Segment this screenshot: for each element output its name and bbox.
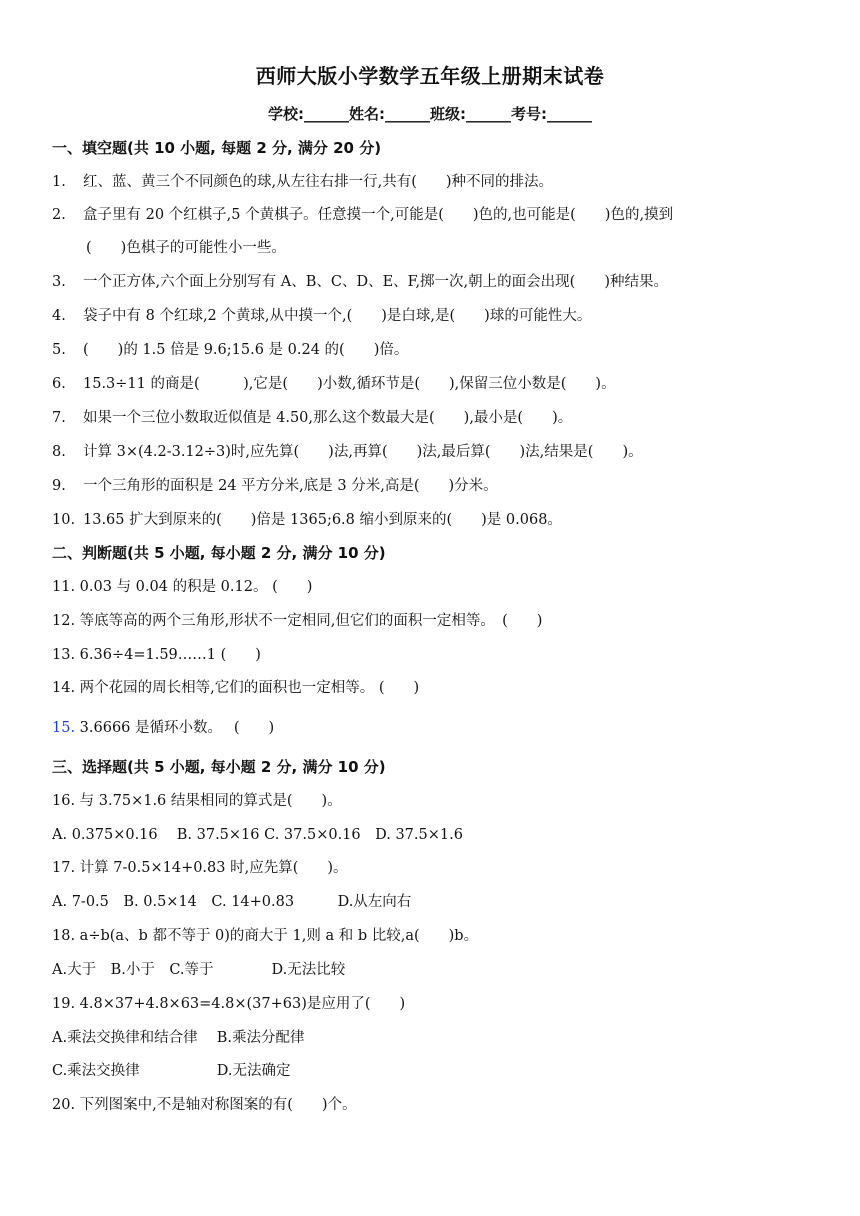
section1-heading: 一、填空题(共 10 小题, 每题 2 分, 满分 20 分) bbox=[52, 139, 382, 157]
question-text: 计算 3×(4.2-3.12÷3)时,应先算( )法,再算( )法,最后算( )法,结果是( )。 bbox=[83, 444, 643, 460]
question-text: 一个三角形的面积是 24 平方分米,底是 3 分米,高是( )分米。 bbox=[83, 478, 498, 494]
question-text: 15.3÷11 的商是( ),它是( )小数,循环节是( ),保留三位小数是( )。 bbox=[83, 376, 616, 392]
question-text: 红、蓝、黄三个不同颜色的球,从左往右排一行,共有( )种不同的排法。 bbox=[83, 174, 554, 190]
question-number: 2. bbox=[52, 207, 66, 223]
question-19-options-ab: A.乘法交换律和结合律 B.乘法分配律 bbox=[52, 1030, 305, 1046]
question-number: 5. bbox=[52, 342, 66, 358]
question-20: 20. 下列图案中,不是轴对称图案的有( )个。 bbox=[52, 1097, 357, 1113]
question-number: 8. bbox=[52, 444, 66, 460]
student-info-line: 学校:______姓名:______班级:______考号:______ bbox=[268, 105, 592, 123]
question-6 bbox=[52, 374, 616, 394]
section3-heading: 三、选择题(共 5 小题, 每小题 2 分, 满分 10 分) bbox=[52, 758, 386, 776]
question-number: 3. bbox=[52, 274, 66, 290]
question-19-options-cd: C.乘法交换律 D.无法确定 bbox=[52, 1063, 291, 1079]
question-5 bbox=[52, 340, 408, 360]
question-4 bbox=[52, 306, 591, 326]
question-16-options: A. 0.375×0.16 B. 37.5×16 C. 37.5×0.16 D. 37.5×1.6 bbox=[52, 827, 463, 843]
question-8 bbox=[52, 442, 643, 462]
question-10 bbox=[52, 510, 562, 530]
question-text: 3.6666 是循环小数。 ( ) bbox=[75, 720, 275, 736]
question-11: 11. 0.03 与 0.04 的积是 0.12。 ( ) bbox=[52, 579, 313, 595]
question-2 bbox=[52, 205, 673, 225]
question-3 bbox=[52, 272, 668, 292]
question-number: 9. bbox=[52, 478, 66, 494]
question-18: 18. a÷b(a、b 都不等于 0)的商大于 1,则 a 和 b 比较,a( )b。 bbox=[52, 928, 479, 944]
question-17: 17. 计算 7-0.5×14+0.83 时,应先算( )。 bbox=[52, 860, 348, 876]
question-17-options: A. 7-0.5 B. 0.5×14 C. 14+0.83 D.从左向右 bbox=[52, 894, 412, 910]
question-1 bbox=[52, 172, 553, 192]
question-text: 袋子中有 8 个红球,2 个黄球,从中摸一个,( )是白球,是( )球的可能性大。 bbox=[83, 308, 592, 324]
question-text: ( )的 1.5 倍是 9.6;15.6 是 0.24 的( )倍。 bbox=[83, 342, 409, 358]
question-7 bbox=[52, 408, 572, 428]
question-text: 盒子里有 20 个红棋子,5 个黄棋子。任意摸一个,可能是( )色的,也可能是( )色的,摸到 bbox=[83, 207, 674, 223]
exam-title: 西师大版小学数学五年级上册期末试卷 bbox=[255, 64, 605, 88]
question-text: 13.65 扩大到原来的( )倍是 1365;6.8 缩小到原来的( )是 0.068。 bbox=[83, 512, 562, 528]
question-13: 13. 6.36÷4=1.59……1 ( ) bbox=[52, 647, 261, 663]
question-19: 19. 4.8×37+4.8×63=4.8×(37+63)是应用了( ) bbox=[52, 996, 406, 1012]
question-number: 4. bbox=[52, 308, 66, 324]
question-2-continued: ( )色棋子的可能性小一些。 bbox=[86, 240, 286, 256]
question-number: 7. bbox=[52, 410, 66, 426]
question-number: 1. bbox=[52, 174, 66, 190]
question-16: 16. 与 3.75×1.6 结果相同的算式是( )。 bbox=[52, 793, 342, 809]
question-9 bbox=[52, 476, 498, 496]
question-18-options: A.大于 B.小于 C.等于 D.无法比较 bbox=[52, 962, 346, 978]
section2-heading: 二、判断题(共 5 小题, 每小题 2 分, 满分 10 分) bbox=[52, 544, 386, 562]
question-number: 15. bbox=[52, 720, 76, 736]
question-text: 一个正方体,六个面上分别写有 A、B、C、D、E、F,掷一次,朝上的面会出现( )种结果。 bbox=[83, 274, 668, 290]
question-14: 14. 两个花园的周长相等,它们的面积也一定相等。 ( ) bbox=[52, 680, 420, 696]
question-text: 如果一个三位小数取近似值是 4.50,那么这个数最大是( ),最小是( )。 bbox=[83, 410, 573, 426]
question-15 bbox=[52, 718, 274, 738]
question-number: 6. bbox=[52, 376, 66, 392]
question-number: 10. bbox=[52, 512, 76, 528]
question-12: 12. 等底等高的两个三角形,形状不一定相同,但它们的面积一定相等。 ( ) bbox=[52, 613, 543, 629]
